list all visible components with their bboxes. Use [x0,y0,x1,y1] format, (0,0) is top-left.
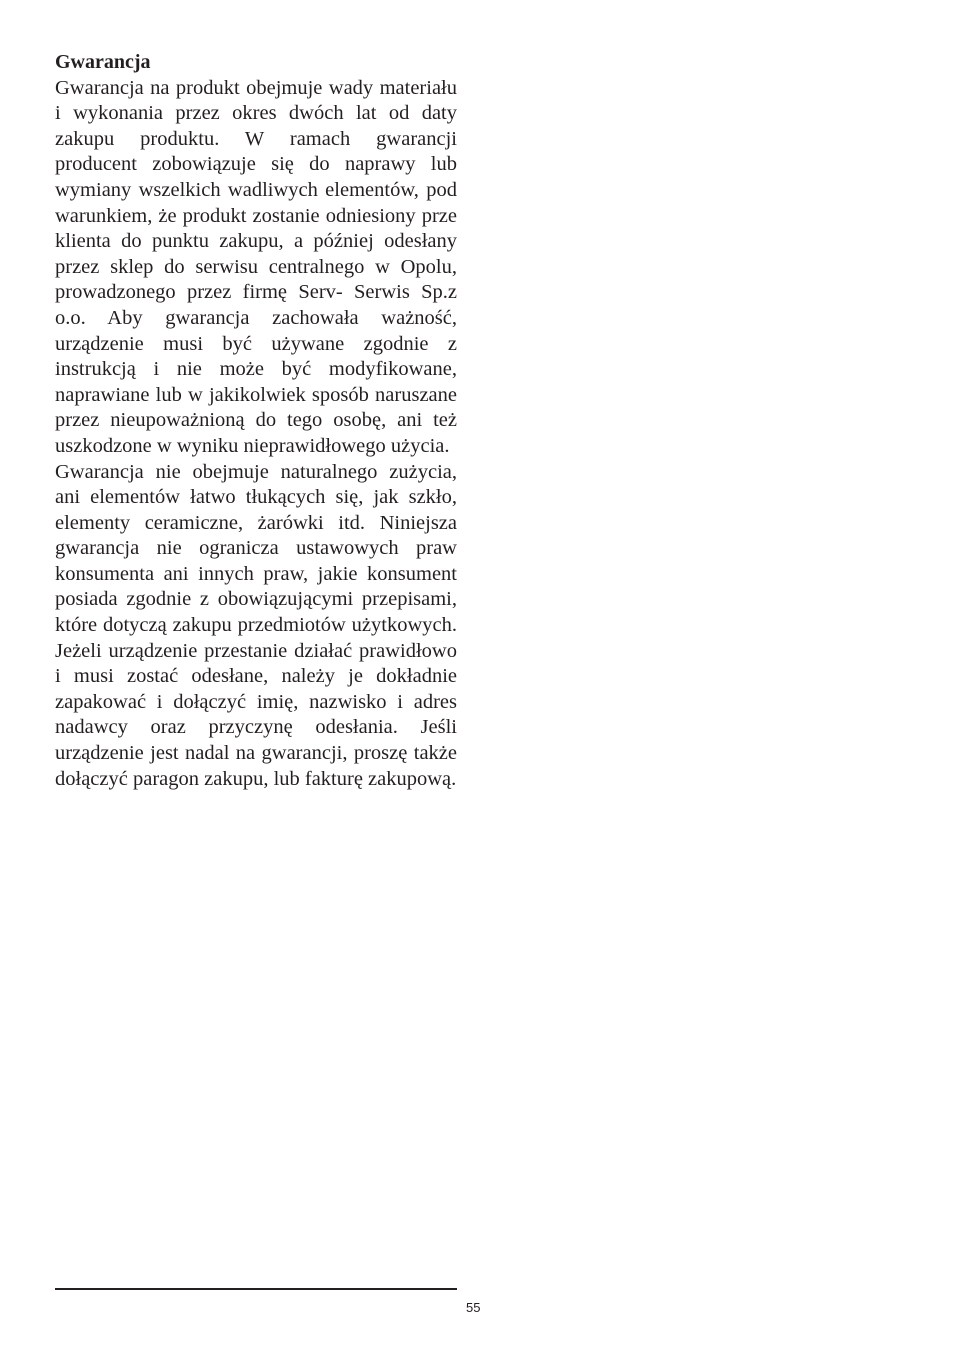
page-number: 55 [466,1300,481,1315]
warranty-section [55,50,457,792]
footer-divider [55,1288,457,1290]
paragraph-warranty-exclusions: Gwarancja nie obejmuje naturalnego zużycia, ani elementów łatwo tłukących się, jak szkło, elementy ceramiczne, żarówki itd. Niniejsza gwarancja nie ogranicza ustawowych praw konsumenta ani innych praw, jakie konsument posiada zgodnie z obowiązującymi przepisami, które dotyczą zakupu przedmiotów użytkowych. Jeżeli urządzenie przestanie działać prawidłowo i musi zostać odesłane, należy je dokładnie zapakować i dołączyć imię, nazwisko i adres nadawcy oraz przyczynę odesłania. Jeśli urządzenie jest nadal na gwarancji, proszę także dołączyć paragon zakupu, lub fakturę zakupową. [55,460,457,790]
section-heading: Gwarancja [55,51,151,73]
paragraph-warranty-scope: Gwarancja na produkt obejmuje wady materiału i wykonania przez okres dwóch lat od daty zakupu produktu. W ramach gwarancji producent zobowiązuje się do naprawy lub wymiany wszelkich wadliwych elementów, pod warunkiem, że produkt zostanie odniesiony prze klienta do punktu zakupu, a później odesłany przez sklep do serwisu centralnego w Opolu, prowadzonego przez firmę Serv- Serwis Sp.z o.o. Aby gwarancja zachowała ważność, urządzenie musi być używane zgodnie z instrukcją i nie może być modyfikowane, naprawiane lub w jakikolwiek sposób naruszane przez nieupoważnioną do tego osobę, ani też uszkodzone w wyniku nieprawidłowego użycia. [55,76,457,457]
